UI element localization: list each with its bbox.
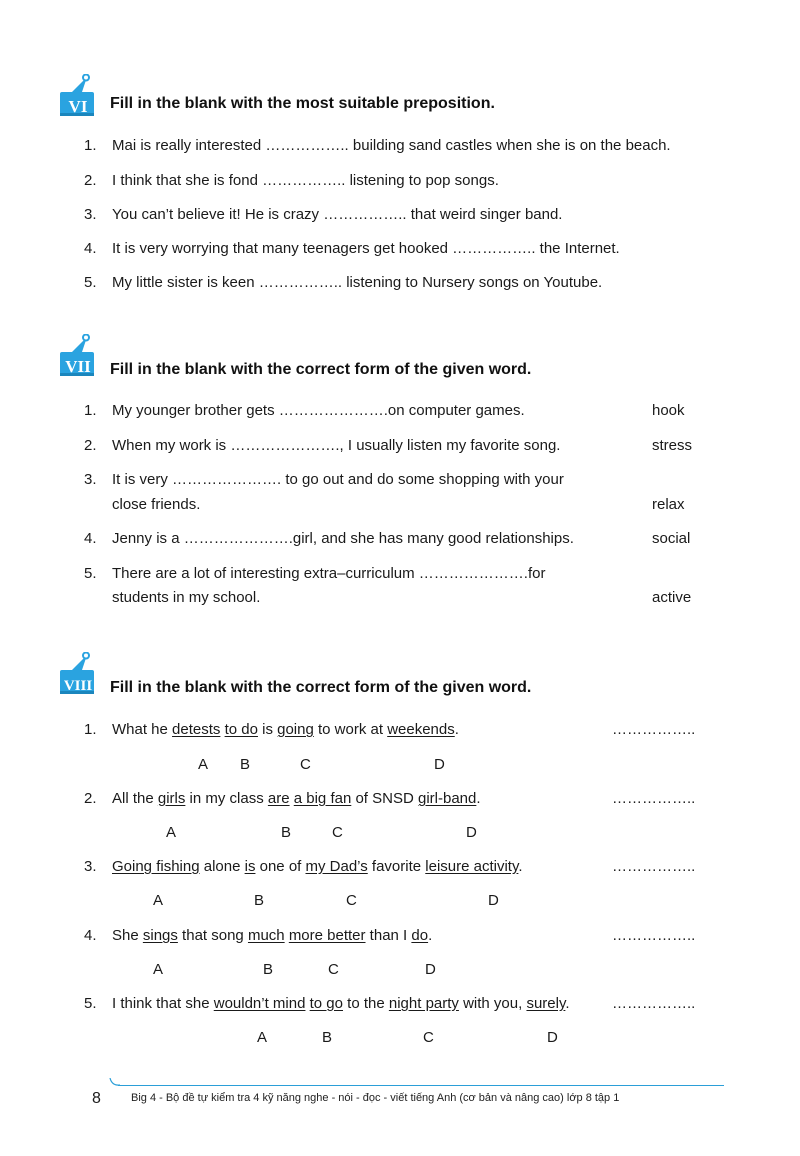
option-letter-a: A bbox=[153, 961, 164, 978]
item-text: You can’t believe it! He is crazy …………….. that weird singer band. bbox=[112, 206, 563, 223]
item-text: My little sister is keen …………….. listening to Nursery songs on Youtube. bbox=[112, 274, 603, 291]
sentence-text: in my class bbox=[185, 790, 268, 807]
item-number: 5. bbox=[84, 565, 97, 582]
answer-blank: …………….. bbox=[612, 721, 696, 738]
answer-blank: …………….. bbox=[612, 790, 696, 807]
sentence-text: . bbox=[428, 927, 433, 944]
sentence-text: . bbox=[565, 995, 570, 1012]
underlined-option-c: a big fan bbox=[293, 790, 352, 807]
option-letter-b: B bbox=[240, 756, 251, 773]
item-sentence bbox=[112, 858, 523, 875]
option-letter-d: D bbox=[466, 824, 477, 841]
sentence-text: . bbox=[518, 858, 523, 875]
sentence-text: All the bbox=[112, 790, 158, 807]
option-letter-c: C bbox=[300, 756, 311, 773]
item-text: Jenny is a ………………….girl, and she has many good relationships. bbox=[112, 530, 574, 547]
underlined-option-d: do bbox=[411, 927, 429, 944]
section-badge-viii bbox=[58, 652, 102, 698]
underlined-option-d: leisure activity bbox=[425, 858, 519, 875]
item-text-continued: students in my school. bbox=[112, 589, 261, 606]
section-title-viii: Fill in the blank with the correct form of the given word. bbox=[110, 679, 532, 696]
underlined-option-d: weekends bbox=[387, 721, 455, 738]
item-number: 3. bbox=[84, 471, 97, 488]
section-badge-label: VIII bbox=[63, 678, 93, 694]
item-number: 5. bbox=[84, 995, 97, 1012]
sentence-text: of SNSD bbox=[351, 790, 418, 807]
given-word: social bbox=[652, 530, 691, 547]
item-sentence bbox=[112, 790, 481, 807]
underlined-option-b: is bbox=[244, 858, 256, 875]
sentence-text: to work at bbox=[313, 721, 388, 738]
option-letter-b: B bbox=[281, 824, 292, 841]
sentence-text: with you, bbox=[458, 995, 527, 1012]
item-text: It is very …………………. to go out and do some shopping with your bbox=[112, 471, 564, 488]
item-text: When my work is …………………., I usually listen my favorite song. bbox=[112, 437, 561, 454]
item-number: 1. bbox=[84, 137, 97, 154]
underlined-option-c: night party bbox=[388, 995, 459, 1012]
answer-blank: …………….. bbox=[612, 858, 696, 875]
item-text: My younger brother gets ………………….on computer games. bbox=[112, 402, 525, 419]
given-word: hook bbox=[652, 402, 685, 419]
item-number: 4. bbox=[84, 927, 97, 944]
option-letter-d: D bbox=[425, 961, 436, 978]
option-letter-c: C bbox=[328, 961, 339, 978]
item-number: 2. bbox=[84, 437, 97, 454]
underlined-option-d: girl-band bbox=[417, 790, 477, 807]
sentence-text: is bbox=[257, 721, 278, 738]
item-sentence bbox=[112, 995, 570, 1012]
sentence-text: to the bbox=[343, 995, 389, 1012]
item-text: I think that she is fond …………….. listening to pop songs. bbox=[112, 172, 499, 189]
item-text: There are a lot of interesting extra–curriculum ………………….for bbox=[112, 565, 546, 582]
underlined-option-a: girls bbox=[157, 790, 186, 807]
option-letter-c: C bbox=[332, 824, 343, 841]
sentence-text: one of bbox=[255, 858, 306, 875]
underlined-option-b: much bbox=[247, 927, 285, 944]
item-number: 3. bbox=[84, 206, 97, 223]
item-number: 1. bbox=[84, 721, 97, 738]
option-letter-b: B bbox=[322, 1029, 333, 1046]
sentence-text: . bbox=[454, 721, 459, 738]
option-letter-d: D bbox=[547, 1029, 558, 1046]
option-letter-d: D bbox=[434, 756, 445, 773]
underlined-option-d: surely bbox=[526, 995, 566, 1012]
item-sentence bbox=[112, 721, 459, 738]
section-badge-label: VI bbox=[68, 97, 88, 116]
item-sentence bbox=[112, 927, 432, 944]
section-title-vii: Fill in the blank with the correct form of the given word. bbox=[110, 361, 532, 378]
sentence-text: than I bbox=[365, 927, 412, 944]
option-letter-b: B bbox=[254, 892, 265, 909]
sentence-text: favorite bbox=[367, 858, 426, 875]
given-word: stress bbox=[652, 437, 693, 454]
underlined-option-c: going bbox=[277, 721, 314, 738]
option-letter-c: C bbox=[346, 892, 357, 909]
item-number: 4. bbox=[84, 530, 97, 547]
underlined-option-b: to go bbox=[309, 995, 343, 1012]
item-number: 4. bbox=[84, 240, 97, 257]
footer-book-title: Big 4 - Bộ đề tự kiểm tra 4 kỹ năng nghe - nói - đọc - viết tiếng Anh (cơ bản và nâng cao) lớp 8 tập 1 bbox=[131, 1092, 620, 1104]
sentence-text: What he bbox=[112, 721, 173, 738]
underlined-option-b: to do bbox=[224, 721, 258, 738]
section-badge-vii bbox=[58, 334, 102, 380]
item-text-continued: close friends. bbox=[112, 496, 201, 513]
sentence-text: alone bbox=[199, 858, 245, 875]
option-letter-a: A bbox=[153, 892, 164, 909]
answer-blank: …………….. bbox=[612, 995, 696, 1012]
item-number: 2. bbox=[84, 172, 97, 189]
sentence-text: I think that she bbox=[112, 995, 214, 1012]
section-badge-vi bbox=[58, 74, 102, 120]
item-text: It is very worrying that many teenagers get hooked …………….. the Internet. bbox=[112, 240, 620, 257]
option-letter-a: A bbox=[257, 1029, 268, 1046]
page-number: 8 bbox=[92, 1090, 101, 1107]
option-letter-c: C bbox=[423, 1029, 434, 1046]
underlined-option-a: wouldn’t mind bbox=[213, 995, 306, 1012]
item-number: 1. bbox=[84, 402, 97, 419]
sentence-text: that song bbox=[177, 927, 248, 944]
underlined-option-c: my Dad’s bbox=[305, 858, 368, 875]
given-word: active bbox=[652, 589, 692, 606]
answer-blank: …………….. bbox=[612, 927, 696, 944]
underlined-option-a: sings bbox=[142, 927, 178, 944]
option-letter-b: B bbox=[263, 961, 274, 978]
section-title-vi: Fill in the blank with the most suitable preposition. bbox=[110, 95, 495, 112]
item-number: 5. bbox=[84, 274, 97, 291]
sentence-text: She bbox=[112, 927, 143, 944]
footer-rule bbox=[118, 1085, 724, 1086]
item-number: 3. bbox=[84, 858, 97, 875]
underlined-option-c: more better bbox=[288, 927, 366, 944]
section-badge-label: VII bbox=[65, 357, 91, 376]
option-letter-a: A bbox=[166, 824, 177, 841]
option-letter-a: A bbox=[198, 756, 209, 773]
item-text: Mai is really interested …………….. building sand castles when she is on the beach. bbox=[112, 137, 671, 154]
given-word: relax bbox=[652, 496, 685, 513]
option-letter-d: D bbox=[488, 892, 499, 909]
underlined-option-a: Going fishing bbox=[112, 858, 200, 875]
underlined-option-b: are bbox=[267, 790, 290, 807]
sentence-text: . bbox=[476, 790, 481, 807]
underlined-option-a: detests bbox=[172, 721, 221, 738]
item-number: 2. bbox=[84, 790, 97, 807]
